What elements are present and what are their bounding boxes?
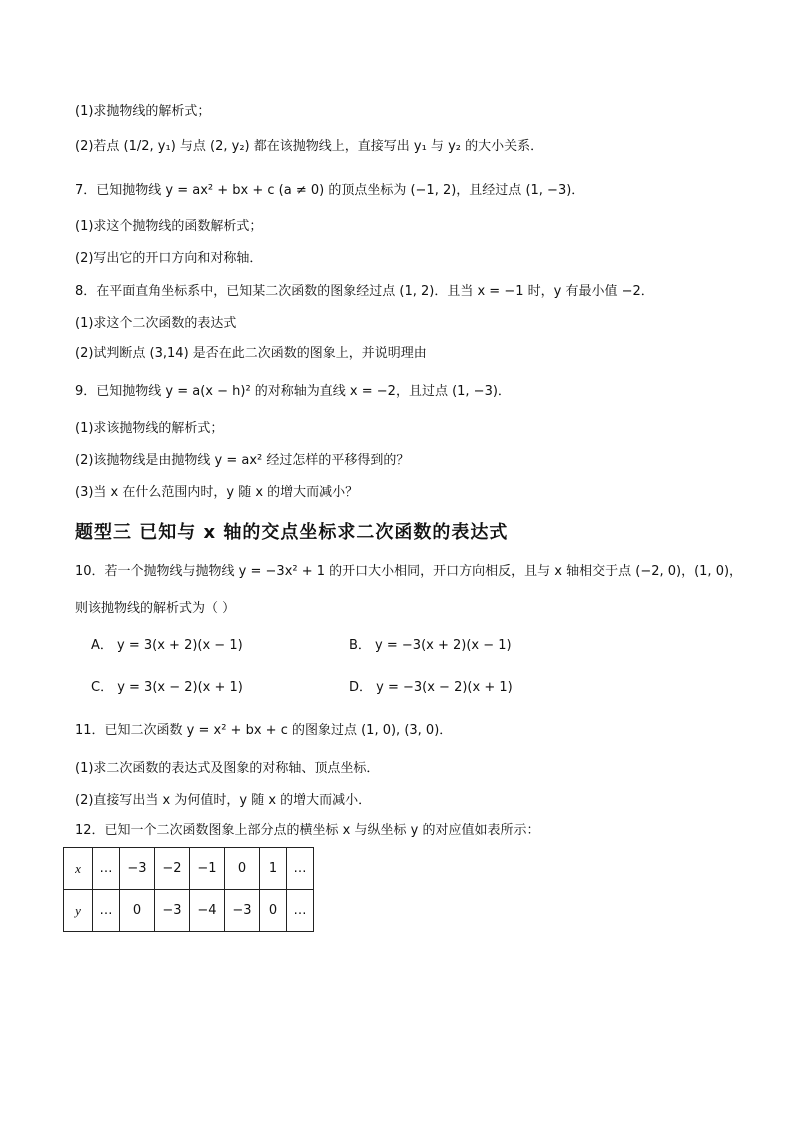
q10-stem: 10．若一个抛物线与抛物线 y = −3x² + 1 的开口大小相同，开口方向相反，且与 x 轴相交于点 (−2, 0)，(1, 0)， xyxy=(75,564,743,579)
q9-sub2: (2)该抛物线是由抛物线 y = ax² 经过怎样的平移得到的？ xyxy=(75,453,410,468)
q9-sub1: (1)求该抛物线的解析式； xyxy=(75,421,224,436)
q8-sub1: (1)求这个二次函数的表达式 xyxy=(75,316,237,331)
q10-option-a: A． y = 3(x + 2)(x − 1) xyxy=(91,638,243,653)
value-table xyxy=(63,847,314,932)
table-cell: y xyxy=(64,890,93,932)
q10-option-d: D． y = −3(x − 2)(x + 1) xyxy=(349,680,513,695)
q10-stem-cont: 则该抛物线的解析式为（ ） xyxy=(75,601,236,616)
table-cell: 0 xyxy=(120,890,155,932)
table-cell: −2 xyxy=(155,848,190,890)
table-cell: … xyxy=(93,890,120,932)
table-cell: 0 xyxy=(225,848,260,890)
q8-stem: 8．在平面直角坐标系中，已知某二次函数的图象经过点 (1, 2)．且当 x = −1 时，y 有最小值 −2． xyxy=(75,284,654,299)
table-cell: … xyxy=(93,848,120,890)
table-cell: … xyxy=(287,890,314,932)
table-cell: … xyxy=(287,848,314,890)
table-cell: 0 xyxy=(260,890,287,932)
table-cell: −3 xyxy=(120,848,155,890)
q10-option-c: C． y = 3(x − 2)(x + 1) xyxy=(91,680,243,695)
q7-sub1: (1)求这个抛物线的函数解析式； xyxy=(75,219,263,234)
q7-sub2: (2)写出它的开口方向和对称轴． xyxy=(75,251,263,266)
q9-sub3: (3)当 x 在什么范围内时，y 随 x 的增大而减小？ xyxy=(75,485,359,500)
section-heading: 题型三 已知与 x 轴的交点坐标求二次函数的表达式 xyxy=(75,522,509,543)
q6-sub2: (2)若点 (1/2, y₁) 与点 (2, y₂) 都在该抛物线上，直接写出 y₁ 与 y₂ 的大小关系． xyxy=(75,139,544,154)
q11-sub2: (2)直接写出当 x 为何值时，y 随 x 的增大而减小． xyxy=(75,793,372,808)
table-cell: −1 xyxy=(190,848,225,890)
table-row-x xyxy=(64,848,314,890)
q11-stem: 11．已知二次函数 y = x² + bx + c 的图象过点 (1, 0), (3, 0)． xyxy=(75,723,453,738)
table-row-y xyxy=(64,890,314,932)
table-cell: −3 xyxy=(225,890,260,932)
table-cell: −4 xyxy=(190,890,225,932)
q7-stem: 7．已知抛物线 y = ax² + bx + c (a ≠ 0) 的顶点坐标为 (−1, 2)，且经过点 (1, −3)． xyxy=(75,183,585,198)
table-cell: −3 xyxy=(155,890,190,932)
table-cell: x xyxy=(64,848,93,890)
q12-stem: 12．已知一个二次函数图象上部分点的横坐标 x 与纵坐标 y 的对应值如表所示： xyxy=(75,823,540,838)
q11-sub1: (1)求二次函数的表达式及图象的对称轴、顶点坐标． xyxy=(75,761,380,776)
q6-sub1: (1)求抛物线的解析式； xyxy=(75,104,211,119)
q9-stem: 9．已知抛物线 y = a(x − h)² 的对称轴为直线 x = −2，且过点 (1, −3)． xyxy=(75,384,511,399)
table-cell: 1 xyxy=(260,848,287,890)
q10-option-b: B． y = −3(x + 2)(x − 1) xyxy=(349,638,512,653)
q8-sub2: (2)试判断点 (3,14) 是否在此二次函数的图象上，并说明理由 xyxy=(75,346,427,361)
